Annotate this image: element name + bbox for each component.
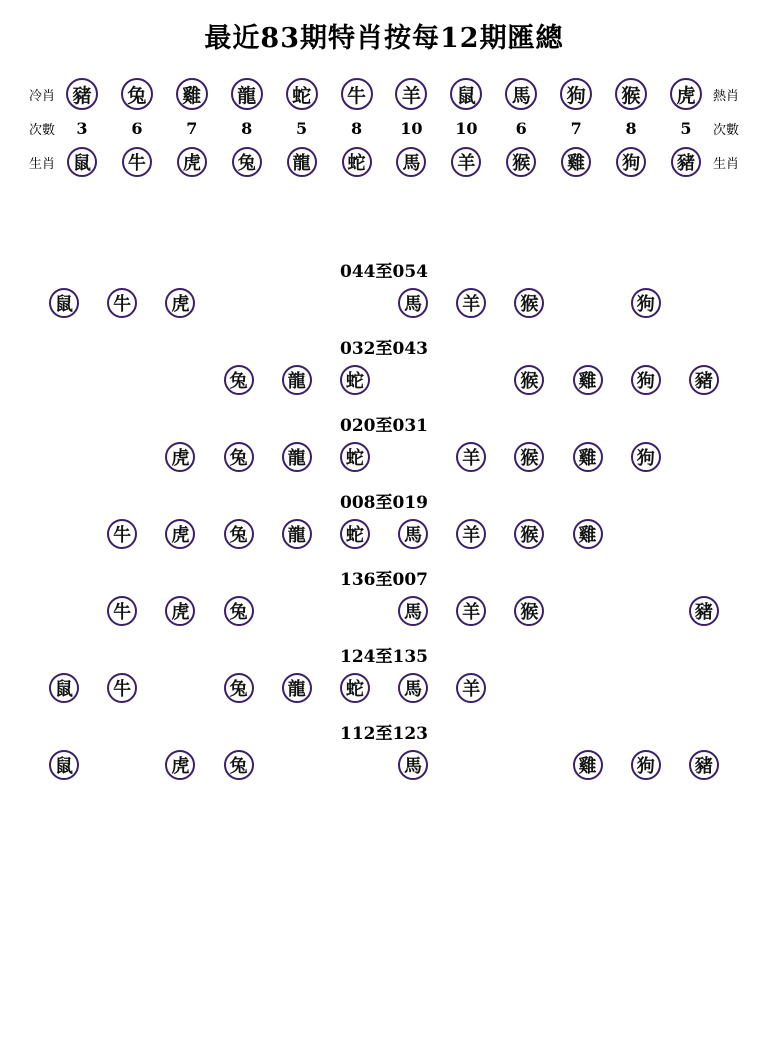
period-range-label: 044至054: [340, 262, 428, 282]
zodiac-ball[interactable]: 羊: [456, 519, 486, 549]
zodiac-ball[interactable]: 狗: [631, 750, 661, 780]
count-cell: 8: [625, 118, 637, 138]
period-cell: [215, 519, 263, 549]
period-group: [0, 405, 768, 478]
period-cell: [447, 596, 495, 626]
cold-cell: [444, 78, 488, 110]
counts-row: [26, 113, 742, 143]
cold-cell: [664, 78, 708, 110]
period-cell: [680, 288, 728, 318]
period-cell: [98, 596, 146, 626]
period-cell: [98, 519, 146, 549]
period-cell: [98, 673, 146, 703]
period-cell: [40, 442, 88, 472]
period-cell: [156, 596, 204, 626]
zodiac-ball[interactable]: 豬: [689, 596, 719, 626]
count-cell: 6: [515, 118, 527, 138]
period-cell: [622, 442, 670, 472]
count-cell: 5: [296, 118, 308, 138]
cold-cell: [170, 78, 214, 110]
period-cell: [273, 288, 321, 318]
zodiac-ball[interactable]: 兔: [224, 750, 254, 780]
cold-row-cells: [58, 78, 710, 110]
period-group: [0, 713, 768, 786]
zodiac-ball[interactable]: 鼠: [67, 147, 97, 177]
zodiac-ball[interactable]: 雞: [176, 78, 208, 110]
count-label-left: 次數: [28, 122, 55, 138]
zodiac-ball[interactable]: 蛇: [286, 78, 318, 110]
zodiac-cell: [444, 147, 488, 177]
zodiac-ball[interactable]: 龍: [282, 673, 312, 703]
period-cell: [98, 365, 146, 395]
period-cell: [98, 442, 146, 472]
period-cell: [622, 673, 670, 703]
zodiac-ball[interactable]: 龍: [282, 442, 312, 472]
period-range-label: 136至007: [340, 570, 428, 590]
period-row: [0, 746, 768, 786]
zodiac-ball[interactable]: 蛇: [342, 147, 372, 177]
cold-cell: [335, 78, 379, 110]
period-cell: [447, 288, 495, 318]
zodiac-ball[interactable]: 兔: [224, 365, 254, 395]
zodiac-ball[interactable]: 豬: [689, 750, 719, 780]
period-cell: [156, 519, 204, 549]
page-title: 最近83期特肖按每12期匯總: [204, 23, 564, 54]
zodiac-ball[interactable]: 虎: [670, 78, 702, 110]
zodiac-ball[interactable]: 羊: [456, 288, 486, 318]
period-cell: [331, 673, 379, 703]
zodiac-ball[interactable]: 鼠: [49, 750, 79, 780]
period-cell: [215, 365, 263, 395]
zodiac-ball[interactable]: 狗: [616, 147, 646, 177]
period-range-label: 124至135: [340, 647, 428, 667]
period-cell: [680, 750, 728, 780]
zodiac-cell: [389, 147, 433, 177]
zodiac-cell: [499, 147, 543, 177]
zodiac-ball[interactable]: 蛇: [340, 673, 370, 703]
period-cell: [156, 442, 204, 472]
zodiac-ball[interactable]: 牛: [107, 288, 137, 318]
period-cell: [622, 596, 670, 626]
zodiac-ball[interactable]: 馬: [396, 147, 426, 177]
zodiac-ball[interactable]: 虎: [165, 288, 195, 318]
zodiac-ball[interactable]: 猴: [514, 596, 544, 626]
zodiac-ball[interactable]: 兔: [224, 673, 254, 703]
zodiac-cell: [664, 147, 708, 177]
zodiac-ball[interactable]: 狗: [560, 78, 592, 110]
period-cell: [156, 365, 204, 395]
period-cell: [215, 288, 263, 318]
period-cell: [215, 596, 263, 626]
period-group: [0, 559, 768, 632]
period-cell: [622, 519, 670, 549]
zodiac-ball[interactable]: 鼠: [49, 673, 79, 703]
zodiac-ball[interactable]: 馬: [398, 750, 428, 780]
period-row: [0, 361, 768, 401]
period-cell: [622, 288, 670, 318]
period-cell: [389, 519, 437, 549]
hot-label-right: 熱肖: [712, 88, 739, 104]
period-cell: [622, 365, 670, 395]
period-cell: [447, 673, 495, 703]
zodiac-ball[interactable]: 虎: [165, 442, 195, 472]
period-cell: [40, 365, 88, 395]
period-groups: [0, 251, 768, 786]
period-row: [0, 592, 768, 632]
period-cell: [505, 596, 553, 626]
zodiac-ball[interactable]: 狗: [631, 288, 661, 318]
zodiac-cell: [115, 147, 159, 177]
zodiac-ball[interactable]: 羊: [395, 78, 427, 110]
period-cell: [564, 519, 612, 549]
cold-cell: [499, 78, 543, 110]
period-cell: [331, 596, 379, 626]
period-cell: [389, 596, 437, 626]
period-row: [0, 284, 768, 324]
zodiac-ball[interactable]: 羊: [456, 673, 486, 703]
period-group: [0, 482, 768, 555]
period-cell: [680, 519, 728, 549]
period-cell: [331, 519, 379, 549]
period-cell: [564, 442, 612, 472]
zodiac-cell: [280, 147, 324, 177]
zodiac-ball[interactable]: 雞: [573, 442, 603, 472]
cold-cell: [115, 78, 159, 110]
period-cell: [273, 596, 321, 626]
zodiac-cell: [554, 147, 598, 177]
zodiac-ball[interactable]: 兔: [232, 147, 262, 177]
zodiac-ball[interactable]: 豬: [66, 78, 98, 110]
period-cell: [564, 596, 612, 626]
period-cell: [156, 750, 204, 780]
period-cell: [273, 750, 321, 780]
period-cell: [447, 365, 495, 395]
period-range-label: 112至123: [340, 724, 428, 744]
period-cell: [273, 365, 321, 395]
zodiac-ball[interactable]: 羊: [456, 596, 486, 626]
period-cell: [564, 365, 612, 395]
cold-cell: [60, 78, 104, 110]
cold-cell: [280, 78, 324, 110]
zodiac-cell: [170, 147, 214, 177]
zodiac-ball[interactable]: 馬: [398, 519, 428, 549]
zodiac-ball[interactable]: 牛: [341, 78, 373, 110]
zodiac-ball[interactable]: 牛: [107, 596, 137, 626]
zodiac-ball[interactable]: 虎: [177, 147, 207, 177]
cold-label-left: 冷肖: [28, 88, 55, 104]
zodiac-ball[interactable]: 猴: [514, 365, 544, 395]
period-cell: [389, 750, 437, 780]
zodiac-ball[interactable]: 蛇: [340, 442, 370, 472]
zodiac-ball[interactable]: 猴: [514, 519, 544, 549]
period-cell: [331, 750, 379, 780]
cold-hot-row: [26, 75, 742, 113]
zodiac-ball[interactable]: 龍: [287, 147, 317, 177]
period-cell: [680, 673, 728, 703]
zodiac-ball[interactable]: 雞: [573, 750, 603, 780]
period-cell: [273, 442, 321, 472]
zodiac-label-right: 生肖: [712, 156, 739, 172]
count-cell: 7: [570, 118, 582, 138]
period-cell: [505, 673, 553, 703]
period-cell: [40, 288, 88, 318]
zodiac-row: [26, 143, 742, 181]
zodiac-ball[interactable]: 蛇: [340, 519, 370, 549]
period-cell: [505, 519, 553, 549]
zodiac-ball[interactable]: 牛: [107, 673, 137, 703]
zodiac-ball[interactable]: 兔: [121, 78, 153, 110]
zodiac-ball[interactable]: 兔: [224, 442, 254, 472]
period-cell: [564, 673, 612, 703]
period-cell: [156, 288, 204, 318]
count-cell: 6: [131, 118, 143, 138]
zodiac-ball[interactable]: 雞: [573, 519, 603, 549]
zodiac-ball[interactable]: 猴: [506, 147, 536, 177]
summary-table: [0, 75, 768, 181]
period-cell: [389, 442, 437, 472]
period-cell: [215, 442, 263, 472]
cold-cell: [225, 78, 269, 110]
period-group: [0, 328, 768, 401]
count-cell: 7: [186, 118, 198, 138]
zodiac-ball[interactable]: 虎: [165, 596, 195, 626]
zodiac-ball[interactable]: 猴: [514, 442, 544, 472]
zodiac-ball[interactable]: 馬: [398, 596, 428, 626]
zodiac-ball[interactable]: 牛: [107, 519, 137, 549]
period-cell: [680, 442, 728, 472]
period-cell: [215, 673, 263, 703]
count-cell: 10: [455, 118, 478, 138]
zodiac-ball[interactable]: 狗: [631, 442, 661, 472]
period-cell: [389, 673, 437, 703]
period-cell: [98, 288, 146, 318]
count-label-right: 次數: [712, 122, 739, 138]
count-cell: 5: [680, 118, 692, 138]
zodiac-cell: [60, 147, 104, 177]
count-cell: 10: [400, 118, 423, 138]
zodiac-ball[interactable]: 豬: [671, 147, 701, 177]
period-cell: [156, 673, 204, 703]
period-row: [0, 515, 768, 555]
period-cell: [505, 750, 553, 780]
period-row: [0, 669, 768, 709]
zodiac-label-left: 生肖: [28, 156, 55, 172]
period-cell: [564, 750, 612, 780]
period-cell: [505, 288, 553, 318]
zodiac-ball[interactable]: 龍: [282, 365, 312, 395]
period-cell: [564, 288, 612, 318]
period-cell: [40, 673, 88, 703]
period-cell: [40, 596, 88, 626]
count-cell: 3: [76, 118, 88, 138]
zodiac-ball[interactable]: 雞: [573, 365, 603, 395]
zodiac-ball[interactable]: 兔: [224, 519, 254, 549]
period-cell: [98, 750, 146, 780]
count-cell: 8: [241, 118, 253, 138]
zodiac-ball[interactable]: 馬: [398, 673, 428, 703]
period-cell: [331, 442, 379, 472]
zodiac-ball[interactable]: 龍: [282, 519, 312, 549]
period-cell: [331, 288, 379, 318]
cold-cell: [389, 78, 433, 110]
zodiac-ball[interactable]: 虎: [165, 750, 195, 780]
zodiac-ball[interactable]: 豬: [689, 365, 719, 395]
zodiac-ball[interactable]: 狗: [631, 365, 661, 395]
cold-cell: [609, 78, 653, 110]
period-cell: [215, 750, 263, 780]
zodiac-ball[interactable]: 鼠: [450, 78, 482, 110]
period-cell: [680, 596, 728, 626]
zodiac-ball[interactable]: 鼠: [49, 288, 79, 318]
period-range-label: 008至019: [340, 493, 428, 513]
zodiac-ball[interactable]: 猴: [615, 78, 647, 110]
zodiac-cell: [335, 147, 379, 177]
zodiac-ball[interactable]: 雞: [561, 147, 591, 177]
zodiac-cell: [609, 147, 653, 177]
period-row: [0, 438, 768, 478]
zodiac-ball[interactable]: 馬: [398, 288, 428, 318]
zodiac-ball[interactable]: 馬: [505, 78, 537, 110]
period-cell: [389, 365, 437, 395]
cold-cell: [554, 78, 598, 110]
period-cell: [447, 519, 495, 549]
period-cell: [505, 442, 553, 472]
zodiac-ball[interactable]: 羊: [451, 147, 481, 177]
period-cell: [331, 365, 379, 395]
period-cell: [680, 365, 728, 395]
zodiac-row-cells: [58, 147, 710, 177]
zodiac-ball[interactable]: 羊: [456, 442, 486, 472]
period-cell: [447, 750, 495, 780]
counts-row-cells: [58, 119, 710, 138]
period-range-label: 032至043: [340, 339, 428, 359]
zodiac-ball[interactable]: 蛇: [340, 365, 370, 395]
count-cell: 8: [350, 118, 363, 138]
zodiac-cell: [225, 147, 269, 177]
zodiac-ball[interactable]: 猴: [514, 288, 544, 318]
period-cell: [273, 519, 321, 549]
zodiac-ball[interactable]: 牛: [122, 147, 152, 177]
period-group: [0, 251, 768, 324]
zodiac-ball[interactable]: 兔: [224, 596, 254, 626]
zodiac-ball[interactable]: 龍: [231, 78, 263, 110]
period-cell: [505, 365, 553, 395]
zodiac-ball[interactable]: 虎: [165, 519, 195, 549]
period-cell: [273, 673, 321, 703]
period-cell: [40, 519, 88, 549]
period-cell: [447, 442, 495, 472]
period-group: [0, 636, 768, 709]
period-range-label: 020至031: [340, 416, 428, 436]
period-cell: [389, 288, 437, 318]
period-cell: [622, 750, 670, 780]
period-cell: [40, 750, 88, 780]
